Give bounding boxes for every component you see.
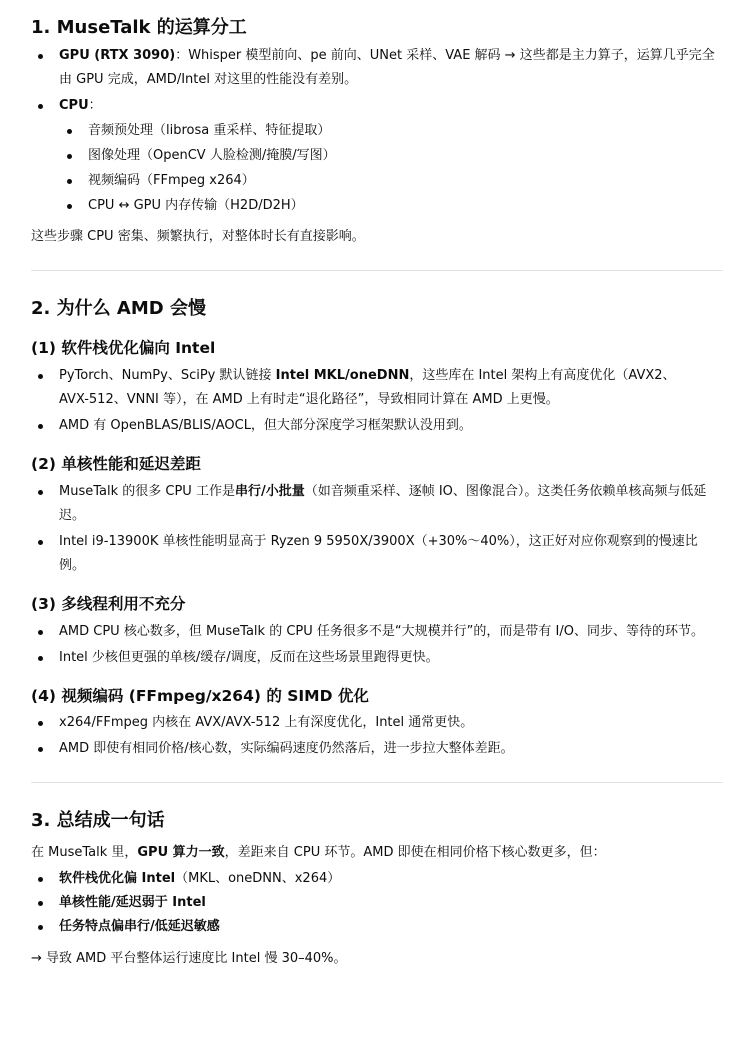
cpu-subitem-video: 视频编码（FFmpeg x264）: [60, 168, 722, 193]
conclusion: → 导致 AMD 平台整体运行速度比 Intel 慢 30–40%。: [31, 951, 347, 966]
software-stack-item: [31, 364, 722, 412]
serial-workload-text-a: MuseTalk 的很多 CPU 工作是: [59, 484, 235, 499]
software-stack-text-c: ，这些库在 Intel 架构上有高度优化（AVX2、AVX-512、VNNI 等），在 AMD 上有时走“退化路径”，导致相同计算在 AMD 上更慢。: [59, 368, 676, 407]
cpu-label: CPU: [59, 98, 89, 113]
intel-cache-item: Intel 少核但更强的单核/缓存/调度，反而在这些场景里跑得更快。: [31, 646, 722, 670]
summary-item-software: [31, 867, 722, 891]
subsection-1-list: [31, 364, 722, 438]
subsection-1-heading: (1) 软件栈优化偏向 Intel: [31, 339, 216, 357]
section-1-summary: 这些步骤 CPU 密集、频繁执行，对整体时长有直接影响。: [31, 229, 365, 244]
gpu-label: GPU (RTX 3090): [59, 48, 176, 63]
serial-workload-text-c: （如音频重采样、逐帧 IO、图像混合）。这类任务依赖单核高频与低延迟。: [59, 484, 707, 523]
cpu-subitem-audio: 音频预处理（librosa 重采样、特征提取）: [60, 118, 722, 143]
gpu-same-label: GPU 算力一致: [137, 845, 225, 860]
amd-libraries-item: AMD 有 OpenBLAS/BLIS/AOCL，但大部分深度学习框架默认没用到。: [31, 414, 722, 438]
multithread-item: AMD CPU 核心数多，但 MuseTalk 的 CPU 任务很多不是“大规模并行”的，而是带有 I/O、同步、等待的环节。: [31, 620, 722, 644]
divider-2: [31, 782, 723, 783]
x264-item: x264/FFmpeg 内核在 AVX/AVX-512 上有深度优化，Intel 通常更快。: [31, 711, 722, 735]
summary-software-detail: （MKL、oneDNN、x264）: [175, 871, 341, 886]
subsection-3-heading: (3) 多线程利用不充分: [31, 595, 186, 613]
section-3-list: [31, 867, 722, 939]
software-stack-text-a: PyTorch、NumPy、SciPy 默认链接: [59, 368, 276, 383]
single-core-item: Intel i9-13900K 单核性能明显高于 Ryzen 9 5950X/3900X（+30%～40%），这正好对应你观察到的慢速比例。: [31, 530, 722, 578]
subsection-2-heading: (2) 单核性能和延迟差距: [31, 455, 201, 473]
subsection-4-heading: (4) 视频编码 (FFmpeg/x264) 的 SIMD 优化: [31, 687, 369, 705]
subsection-4-list: [31, 711, 722, 761]
divider-1: [31, 270, 723, 271]
section-2-heading: 2. 为什么 AMD 会慢: [31, 298, 206, 319]
intro-text-c: ，差距来自 CPU 环节。AMD 即使在相同价格下核心数更多，但：: [224, 845, 606, 860]
serial-small-batch-label: 串行/小批量: [234, 484, 305, 499]
section-1-list: [31, 44, 722, 118]
cpu-colon: ：: [88, 98, 102, 113]
subsection-3-list: [31, 620, 722, 670]
gpu-item: [31, 44, 722, 92]
cpu-sublist: [60, 118, 722, 218]
subsection-2-list: [31, 480, 722, 578]
summary-software-label: 软件栈优化偏 Intel: [59, 871, 176, 886]
cpu-item: [31, 94, 722, 118]
cpu-subitem-image: 图像处理（OpenCV 人脸检测/掩膜/写图）: [60, 143, 722, 168]
serial-workload-item: [31, 480, 722, 528]
summary-item-single-core: 单核性能/延迟弱于 Intel: [31, 891, 722, 915]
amd-encoding-item: AMD 即使有相同价格/核心数，实际编码速度仍然落后，进一步拉大整体差距。: [31, 737, 722, 761]
section-3-intro: [31, 841, 722, 865]
intro-text-a: 在 MuseTalk 里，: [31, 845, 138, 860]
mkl-onednn-label: Intel MKL/oneDNN: [275, 368, 410, 383]
section-1-heading: 1. MuseTalk 的运算分工: [31, 17, 247, 38]
gpu-text: ：Whisper 模型前向、pe 前向、UNet 采样、VAE 解码 → 这些都是主力算子，运算几乎完全由 GPU 完成，AMD/Intel 对这里的性能没有差别。: [59, 48, 715, 87]
section-3-heading: 3. 总结成一句话: [31, 810, 165, 831]
summary-item-serial: 任务特点偏串行/低延迟敏感: [31, 915, 722, 939]
cpu-subitem-transfer: CPU ↔ GPU 内存传输（H2D/D2H）: [60, 193, 722, 218]
